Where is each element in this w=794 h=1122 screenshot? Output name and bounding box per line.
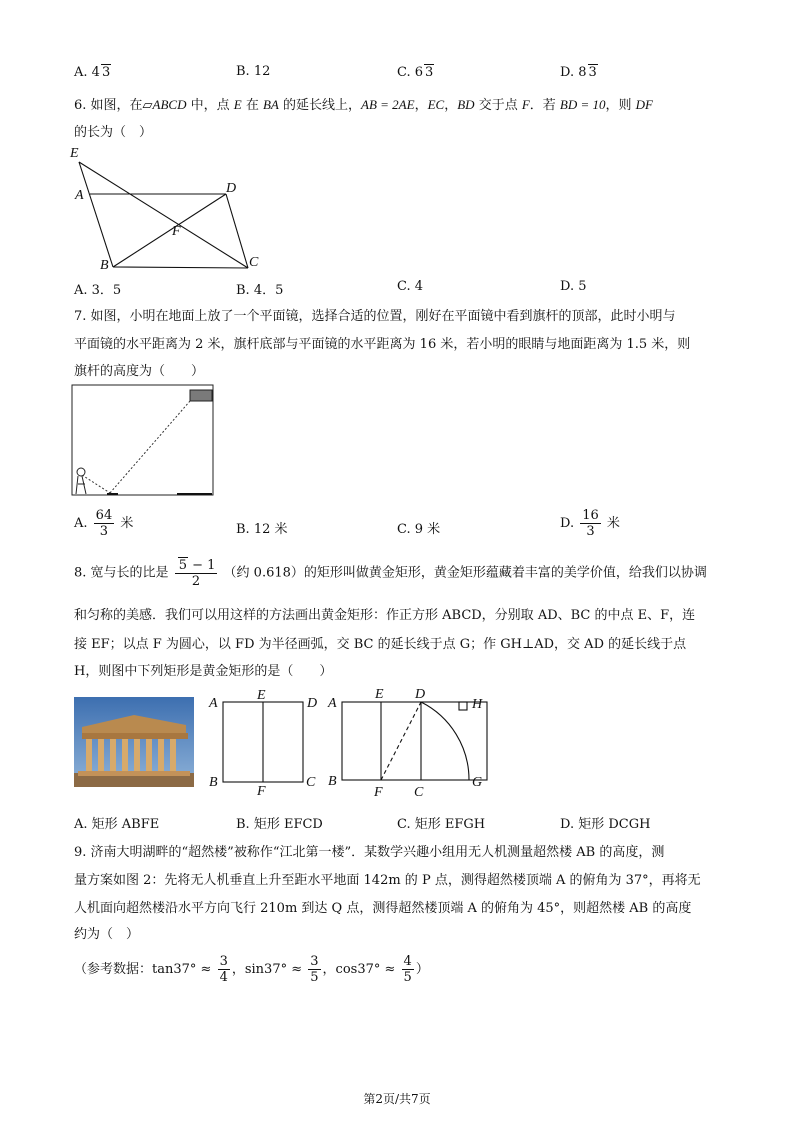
denominator: 3 xyxy=(99,524,109,539)
sqrt-3 xyxy=(588,64,598,80)
option-coef: 8 xyxy=(578,65,587,80)
sin-fraction xyxy=(308,954,320,985)
math: EC xyxy=(427,97,445,112)
denominator: 4 xyxy=(219,970,228,985)
line-fd-dashed xyxy=(381,702,421,780)
numerator: 3 xyxy=(219,954,228,969)
math: F xyxy=(521,97,530,112)
text: 中，点 xyxy=(186,98,234,113)
radicand: 3 xyxy=(425,65,434,80)
label-e: E xyxy=(375,687,384,702)
option-letter: C. xyxy=(397,65,411,80)
q9-stem-line2: 量方案如图 2：先将无人机垂直上升至距水平地面 142m 的 P 点，测得超然楼顶端 A 的俯角为 37°，再将无 xyxy=(74,873,701,888)
q5-option-d xyxy=(560,64,598,80)
text: ，cos37° ≈ xyxy=(322,962,396,977)
label-b: B xyxy=(328,774,337,789)
tan-fraction xyxy=(218,954,230,985)
denominator: 5 xyxy=(310,970,319,985)
option-letter: A. xyxy=(74,65,88,80)
cos-fraction xyxy=(402,954,414,985)
math: ABCD xyxy=(152,97,187,112)
q8-stem-line3: 接 EF；以点 F 为圆心，以 FD 为半径画弧，交 BC 的延长线于点 G；作 GH⊥AD，交 AD 的延长线于点 xyxy=(74,637,687,652)
text: ．若 xyxy=(529,98,560,113)
q6-option-c: C. 4 xyxy=(397,279,424,294)
label-f: F xyxy=(257,784,266,796)
q9-stem-line3: 人机面向超然楼沿水平方向飞行 210m 到达 Q 点，测得超然楼顶端 A 的俯角为 45°，则超然楼 AB 的高度 xyxy=(74,901,692,916)
label-f: F xyxy=(374,785,383,798)
light-ray-to-eye xyxy=(82,475,110,493)
right-angle-mark xyxy=(459,702,467,710)
text: ，则 xyxy=(605,98,636,113)
text: 交于点 xyxy=(474,98,522,113)
q7-option-d xyxy=(560,508,620,539)
radicand: 5 xyxy=(178,558,187,573)
q7-stem-line1: 7. 如图，小明在地面上放了一个平面镜，选择合适的位置，刚好在平面镜中看到旗杆的顶部，此时小明与 xyxy=(74,309,676,324)
fraction xyxy=(94,508,115,539)
text: 的延长线上， xyxy=(278,98,362,113)
rectangle-abgh xyxy=(342,702,487,780)
label-a: A xyxy=(75,188,84,203)
q7-option-c: C. 9 米 xyxy=(397,522,441,537)
q6-stem-line2: 的长为（ ） xyxy=(74,125,153,140)
light-ray-to-flag xyxy=(110,401,190,493)
golden-ratio-fraction xyxy=(175,557,218,589)
q5-option-a xyxy=(74,64,111,80)
q8-option-c: C. 矩形 EFGH xyxy=(397,817,486,832)
text: 6. 如图，在 xyxy=(74,98,143,113)
text: ，sin37° ≈ xyxy=(231,962,303,977)
sqrt-5 xyxy=(178,557,188,573)
label-a: A xyxy=(209,696,218,711)
denominator: 3 xyxy=(586,524,595,539)
math: E xyxy=(233,97,242,112)
fraction xyxy=(580,508,601,539)
label-b: B xyxy=(100,258,109,273)
option-coef: 6 xyxy=(414,65,424,80)
line-bc xyxy=(113,267,248,268)
parallelogram-symbol: ▱ xyxy=(142,98,153,113)
q6-option-b: B. 4．5 xyxy=(236,283,284,298)
parthenon-photo xyxy=(74,697,194,787)
label-g: G xyxy=(472,775,483,790)
numerator: 3 xyxy=(310,954,319,969)
math: DF xyxy=(635,97,654,112)
text: （约 0.618）的矩形叫做黄金矩形，黄金矩形蕴藏着丰富的美学价值，给我们以协调 xyxy=(223,565,707,581)
flag-icon xyxy=(190,390,212,401)
q7-stem-line2: 平面镜的水平距离为 2 米，旗杆底部与平面镜的水平距离为 16 米，若小明的眼睛与地面距离为 1.5 米，则 xyxy=(74,337,691,352)
q9-stem-line1: 9. 济南大明湖畔的“超然楼”被称作“江北第一楼”．某数学兴趣小组用无人机测量超然楼 AB 的高度，测 xyxy=(74,845,665,860)
line-bd xyxy=(113,194,226,267)
q9-reference-data xyxy=(74,954,429,985)
radicand: 3 xyxy=(101,65,111,80)
label-f: F xyxy=(172,224,181,239)
label-d: D xyxy=(226,181,237,196)
denominator: 5 xyxy=(403,970,412,985)
q8-golden-rectangle-figure xyxy=(326,684,496,798)
q7-option-b: B. 12 米 xyxy=(236,522,288,537)
label-d: D xyxy=(307,696,318,711)
label-e: E xyxy=(257,688,266,703)
q8-stem-line4: H，则图中下列矩形是黄金矩形的是（ ） xyxy=(74,664,333,679)
option-letter: D. xyxy=(560,516,575,531)
label-c: C xyxy=(414,785,424,798)
unit: 米 xyxy=(606,516,620,531)
text: （参考数据：tan37° ≈ xyxy=(74,962,212,977)
numerator xyxy=(175,557,218,574)
denominator: 2 xyxy=(191,574,201,589)
numerator: 4 xyxy=(403,954,412,969)
q6-option-a: A. 3．5 xyxy=(74,283,122,298)
text: ， xyxy=(444,98,458,113)
person-body-icon xyxy=(76,476,86,494)
label-d: D xyxy=(415,687,426,702)
q8-option-a: A. 矩形 ABFE xyxy=(74,817,160,832)
q7-option-a xyxy=(74,508,133,539)
q7-stem-line3: 旗杆的高度为（ ） xyxy=(74,364,205,379)
sqrt-3 xyxy=(101,64,111,80)
q9-stem-line4: 约为（ ） xyxy=(74,927,140,942)
line-eb xyxy=(79,162,113,267)
q8-option-d: D. 矩形 DCGH xyxy=(560,817,651,832)
person-head-icon xyxy=(77,468,85,476)
numerator-rest: − 1 xyxy=(187,558,216,573)
line-ec xyxy=(79,162,248,268)
q8-option-b: B. 矩形 EFCD xyxy=(236,817,323,832)
option-letter: D. xyxy=(560,65,575,80)
label-e: E xyxy=(70,146,79,161)
q8-stem-line1 xyxy=(74,557,707,589)
q6-parallelogram-figure xyxy=(66,142,282,274)
q5-option-c xyxy=(397,64,434,80)
numerator: 64 xyxy=(95,508,113,523)
q6-option-d: D. 5 xyxy=(560,279,587,294)
math: BD = 10 xyxy=(559,97,606,112)
math: AB = 2AE xyxy=(361,97,415,112)
text: 8. 宽与长的比是 xyxy=(74,565,169,581)
text: 在 xyxy=(241,98,263,113)
label-c: C xyxy=(249,255,259,270)
page-footer: 第2页/共7页 xyxy=(363,1092,431,1106)
q8-square-figure xyxy=(206,688,326,796)
math: BA xyxy=(262,97,279,112)
q8-stem-line2: 和匀称的美感．我们可以用这样的方法画出黄金矩形：作正方形 ABCD，分别取 AD、BC 的中点 E、F，连 xyxy=(74,608,696,623)
label-a: A xyxy=(328,696,337,711)
option-letter: A. xyxy=(74,516,88,531)
math: BD xyxy=(457,97,475,112)
arc-dg xyxy=(421,702,469,780)
parthenon-image xyxy=(74,697,194,787)
unit: 米 xyxy=(120,516,134,531)
label-b: B xyxy=(209,775,218,790)
q6-stem-line1 xyxy=(74,94,653,113)
label-h: H xyxy=(472,697,483,712)
label-c: C xyxy=(306,775,316,790)
text: ， xyxy=(414,98,428,113)
q7-mirror-figure xyxy=(70,383,220,499)
q5-option-b: B. 12 xyxy=(236,64,271,79)
radicand: 3 xyxy=(588,65,597,80)
numerator: 16 xyxy=(582,508,599,523)
text: ） xyxy=(415,962,429,977)
sqrt-3 xyxy=(424,64,434,80)
option-coef: 4 xyxy=(91,65,100,80)
